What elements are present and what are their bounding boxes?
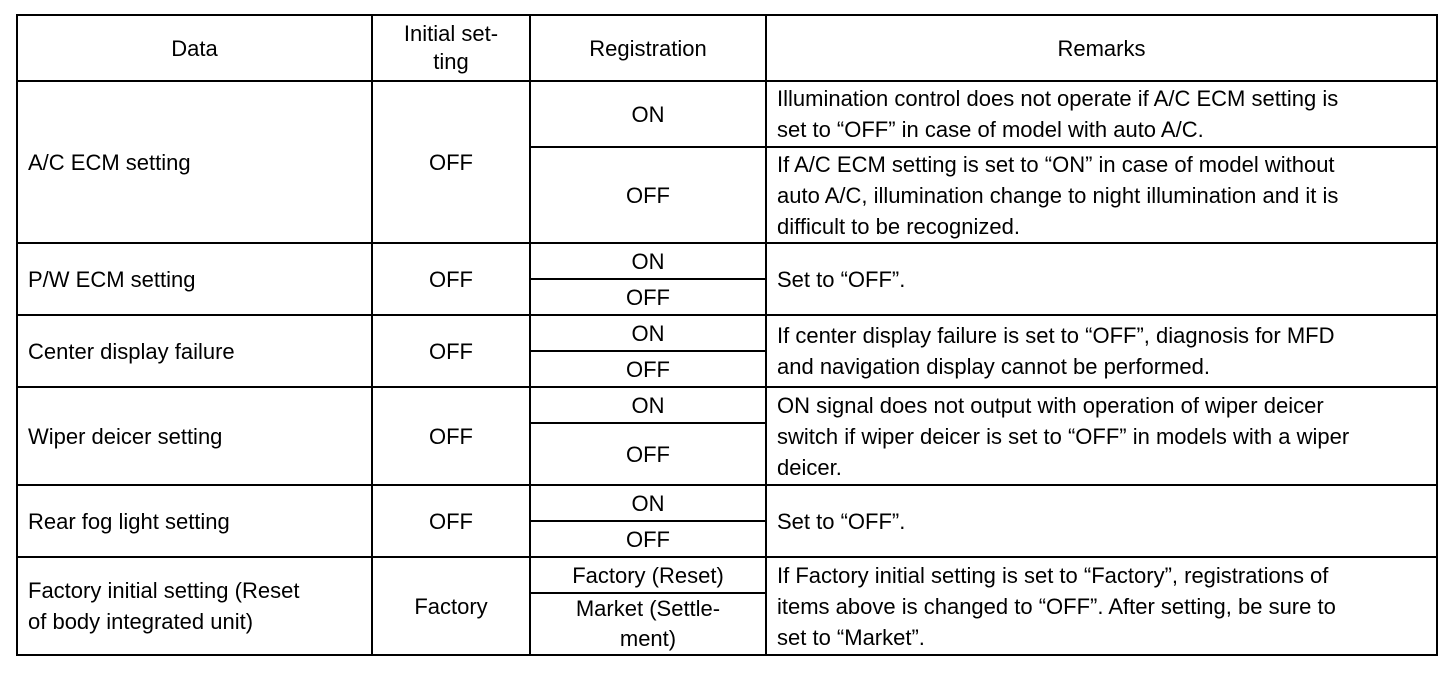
remark-line: If Factory initial setting is set to “Factory”, registrations of bbox=[777, 562, 1329, 588]
table-row bbox=[17, 485, 1437, 521]
remark-line: Set to “OFF”. bbox=[777, 508, 906, 534]
data-cell: Center display failure bbox=[17, 315, 372, 387]
registration-line: ment) bbox=[619, 626, 677, 651]
remark-line: Illumination control does not operate if A/C ECM setting is bbox=[777, 86, 1339, 111]
remark-line: ON signal does not output with operation of wiper deicer bbox=[777, 392, 1324, 418]
registration-cell: OFF bbox=[530, 147, 766, 243]
data-cell: Wiper deicer setting bbox=[17, 387, 372, 485]
initial-setting-cell: OFF bbox=[372, 81, 530, 243]
initial-setting-cell: OFF bbox=[372, 243, 530, 315]
data-line: Factory initial setting (Reset bbox=[28, 578, 300, 603]
initial-setting-cell: Factory bbox=[372, 557, 530, 655]
remarks-cell bbox=[766, 147, 1437, 243]
registration-cell: ON bbox=[530, 387, 766, 423]
registration-cell: Factory (Reset) bbox=[530, 557, 766, 593]
registration-cell: OFF bbox=[530, 521, 766, 557]
remark-line: If A/C ECM setting is set to “ON” in case of model without bbox=[777, 151, 1335, 177]
header-initial-setting bbox=[372, 15, 530, 81]
header-initial-line-1: Initial set- bbox=[403, 21, 499, 46]
remark-line: switch if wiper deicer is set to “OFF” in models with a wiper bbox=[777, 423, 1350, 449]
registration-cell: ON bbox=[530, 315, 766, 351]
data-cell: A/C ECM setting bbox=[17, 81, 372, 243]
document-page bbox=[16, 14, 1438, 656]
data-cell: Rear fog light setting bbox=[17, 485, 372, 557]
remark-line: set to “Market”. bbox=[777, 624, 925, 650]
registration-cell: ON bbox=[530, 81, 766, 147]
remark-line: set to “OFF” in case of model with auto A/C. bbox=[777, 117, 1204, 142]
initial-setting-cell: OFF bbox=[372, 387, 530, 485]
registration-cell: OFF bbox=[530, 351, 766, 387]
remarks-cell bbox=[766, 557, 1437, 655]
remark-line: items above is changed to “OFF”. After setting, be sure to bbox=[777, 593, 1336, 619]
remarks-cell bbox=[766, 315, 1437, 387]
remark-line: Set to “OFF”. bbox=[777, 266, 906, 292]
registration-line: Market (Settle- bbox=[575, 596, 721, 621]
remark-line: deicer. bbox=[777, 454, 842, 480]
remarks-cell bbox=[766, 81, 1437, 147]
registration-cell: OFF bbox=[530, 423, 766, 485]
table-row bbox=[17, 243, 1437, 279]
remarks-cell bbox=[766, 243, 1437, 315]
remark-line: and navigation display cannot be performed. bbox=[777, 354, 1210, 379]
data-line: of body integrated unit) bbox=[28, 609, 254, 634]
data-cell bbox=[17, 557, 372, 655]
header-remarks: Remarks bbox=[766, 15, 1437, 81]
remarks-cell bbox=[766, 387, 1437, 485]
registration-cell: ON bbox=[530, 243, 766, 279]
data-cell: P/W ECM setting bbox=[17, 243, 372, 315]
table-row bbox=[17, 315, 1437, 351]
registration-cell: ON bbox=[530, 485, 766, 521]
header-registration: Registration bbox=[530, 15, 766, 81]
header-initial-line-2: ting bbox=[433, 49, 469, 74]
initial-setting-cell: OFF bbox=[372, 315, 530, 387]
registration-cell bbox=[530, 593, 766, 655]
table-row bbox=[17, 387, 1437, 423]
header-data: Data bbox=[17, 15, 372, 81]
initial-setting-cell: OFF bbox=[372, 485, 530, 557]
remark-line: auto A/C, illumination change to night illumination and it is bbox=[777, 182, 1339, 208]
remarks-cell bbox=[766, 485, 1437, 557]
remark-line: difficult to be recognized. bbox=[777, 213, 1020, 239]
settings-table bbox=[16, 14, 1438, 656]
table-header-row bbox=[17, 15, 1437, 81]
remark-line: If center display failure is set to “OFF”, diagnosis for MFD bbox=[777, 323, 1335, 348]
registration-cell: OFF bbox=[530, 279, 766, 315]
table-row bbox=[17, 557, 1437, 593]
table-row bbox=[17, 81, 1437, 147]
